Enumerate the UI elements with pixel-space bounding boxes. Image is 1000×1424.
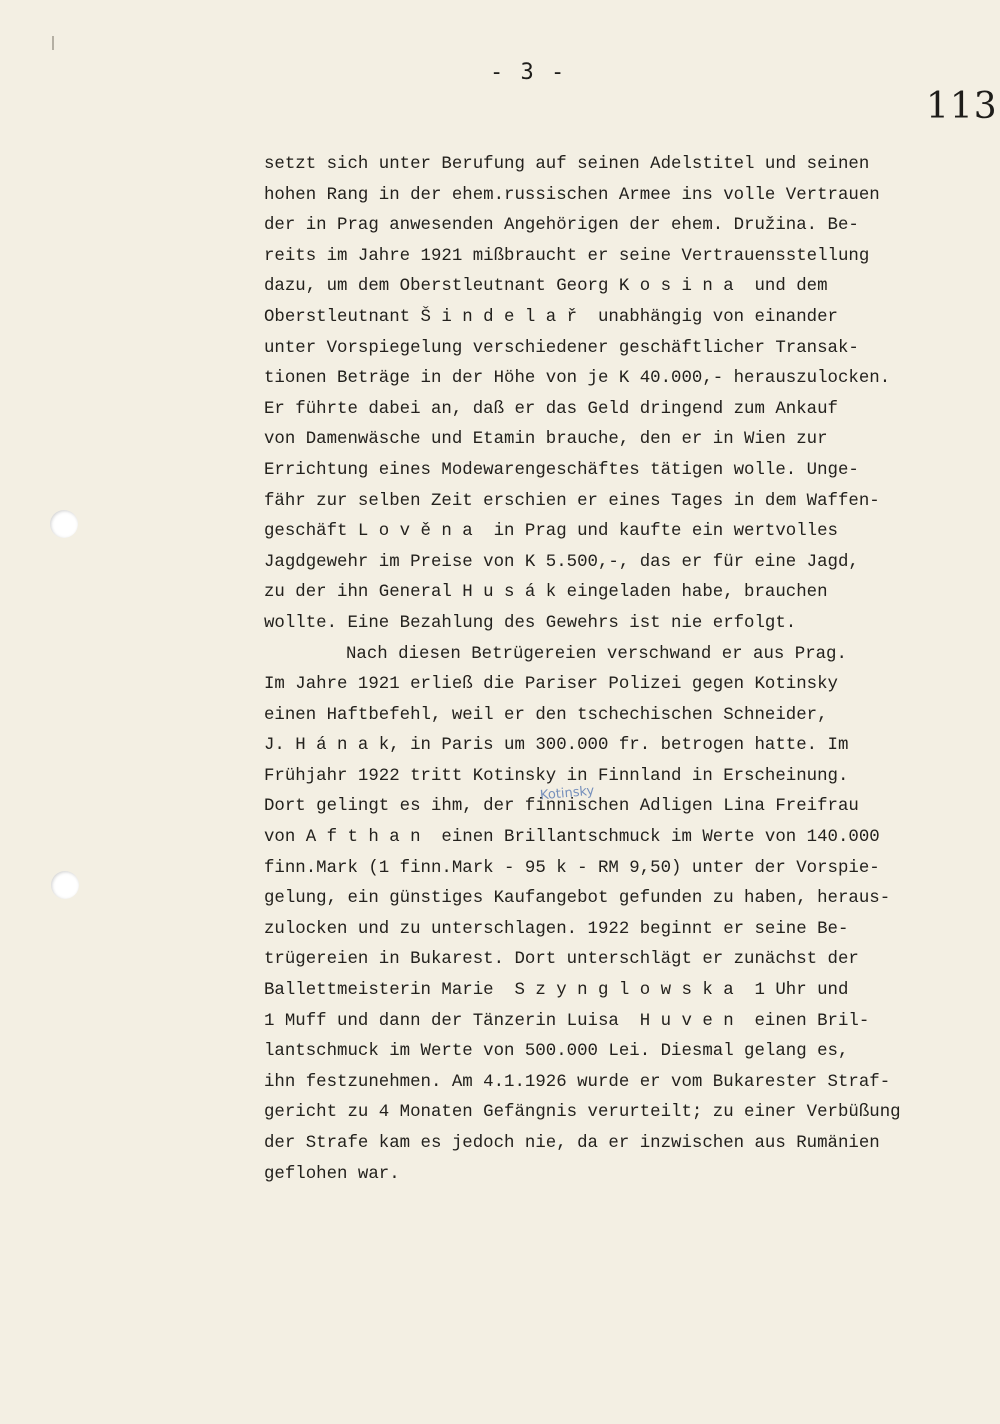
text-line: gericht zu 4 Monaten Gefängnis verurteilt; zu einer Verbüßung bbox=[264, 1103, 901, 1123]
text-line: Jagdgewehr im Preise von K 5.500,-, das er für eine Jagd, bbox=[264, 552, 859, 572]
text-line: unter Vorspiegelung verschiedener geschäftlicher Transak- bbox=[264, 338, 859, 358]
text-line: Errichtung eines Modewarengeschäftes tätigen wolle. Unge- bbox=[264, 460, 859, 480]
text-line: einen Haftbefehl, weil er den tschechischen Schneider, bbox=[264, 705, 828, 725]
text-line: geflohen war. bbox=[264, 1164, 400, 1184]
text-line: tionen Beträge in der Höhe von je K 40.000,- herauszulocken. bbox=[264, 369, 891, 389]
text-line: ihn festzunehmen. Am 4.1.1926 wurde er vom Bukarester Straf- bbox=[264, 1072, 891, 1092]
text-line: hohen Rang in der ehem.russischen Armee ins volle Vertrauen bbox=[264, 185, 880, 205]
typed-text-body bbox=[264, 150, 994, 1190]
text-line: dazu, um dem Oberstleutnant Georg K o s i n a und dem bbox=[264, 277, 828, 297]
text-line: fähr zur selben Zeit erschien er eines Tages in dem Waffen- bbox=[264, 491, 880, 511]
text-line: lantschmuck im Werte von 500.000 Lei. Diesmal gelang es, bbox=[264, 1042, 849, 1062]
text-line: Frühjahr 1922 tritt Kotinsky in Finnland in Erscheinung. bbox=[264, 766, 849, 786]
text-line: der Strafe kam es jedoch nie, da er inzwischen aus Rumänien bbox=[264, 1134, 880, 1153]
text-line: wollte. Eine Bezahlung des Gewehrs ist nie erfolgt. bbox=[264, 613, 797, 633]
text-line: Im Jahre 1921 erließ die Pariser Polizei gegen Kotinsky bbox=[264, 675, 838, 695]
text-line: setzt sich unter Berufung auf seinen Adelstitel und seinen bbox=[264, 155, 870, 174]
paper-mark bbox=[52, 36, 54, 50]
folio-number: 113 bbox=[926, 86, 998, 127]
text-line: geschäft L o v ě n a in Prag und kaufte ein wertvolles bbox=[264, 522, 838, 542]
text-line: reits im Jahre 1921 mißbraucht er seine Vertrauensstellung bbox=[264, 246, 870, 266]
page-number: - 3 - bbox=[490, 60, 567, 85]
text-line: gelung, ein günstiges Kaufangebot gefunden zu haben, heraus- bbox=[264, 889, 891, 909]
text-line: zulocken und zu unterschlagen. 1922 beginnt er seine Be- bbox=[264, 919, 849, 939]
punch-hole-bottom bbox=[51, 871, 79, 899]
text-line: Er führte dabei an, daß er das Geld dringend zum Ankauf bbox=[264, 399, 838, 419]
text-line: zu der ihn General H u s á k eingeladen habe, brauchen bbox=[264, 583, 828, 603]
handwritten-annotation: Kotinsky bbox=[539, 783, 595, 804]
text-line: finn.Mark (1 finn.Mark - 95 k - RM 9,50) unter der Vorspie- bbox=[264, 858, 880, 878]
text-line: von Damenwäsche und Etamin brauche, den er in Wien zur bbox=[264, 430, 828, 450]
text-line: von A f t h a n einen Brillantschmuck im Werte von 140.000 bbox=[264, 828, 880, 848]
text-line: der in Prag anwesenden Angehörigen der ehem. Družina. Be- bbox=[264, 216, 859, 236]
text-line: trügereien in Bukarest. Dort unterschlägt er zunächst der bbox=[264, 950, 859, 970]
text-line: Nach diesen Betrügereien verschwand er aus Prag. bbox=[346, 644, 847, 664]
text-line: Dort gelingt es ihm, der finnischen Adligen Lina Freifrau bbox=[264, 797, 859, 817]
punch-hole-top bbox=[50, 510, 78, 538]
text-line: Oberstleutnant Š i n d e l a ř unabhängig von einander bbox=[264, 307, 838, 327]
text-line: Ballettmeisterin Marie S z y n g l o w s k a 1 Uhr und bbox=[264, 981, 849, 1001]
text-line: 1 Muff und dann der Tänzerin Luisa H u v e n einen Bril- bbox=[264, 1011, 870, 1031]
text-line: J. H á n a k, in Paris um 300.000 fr. betrogen hatte. Im bbox=[264, 736, 849, 756]
